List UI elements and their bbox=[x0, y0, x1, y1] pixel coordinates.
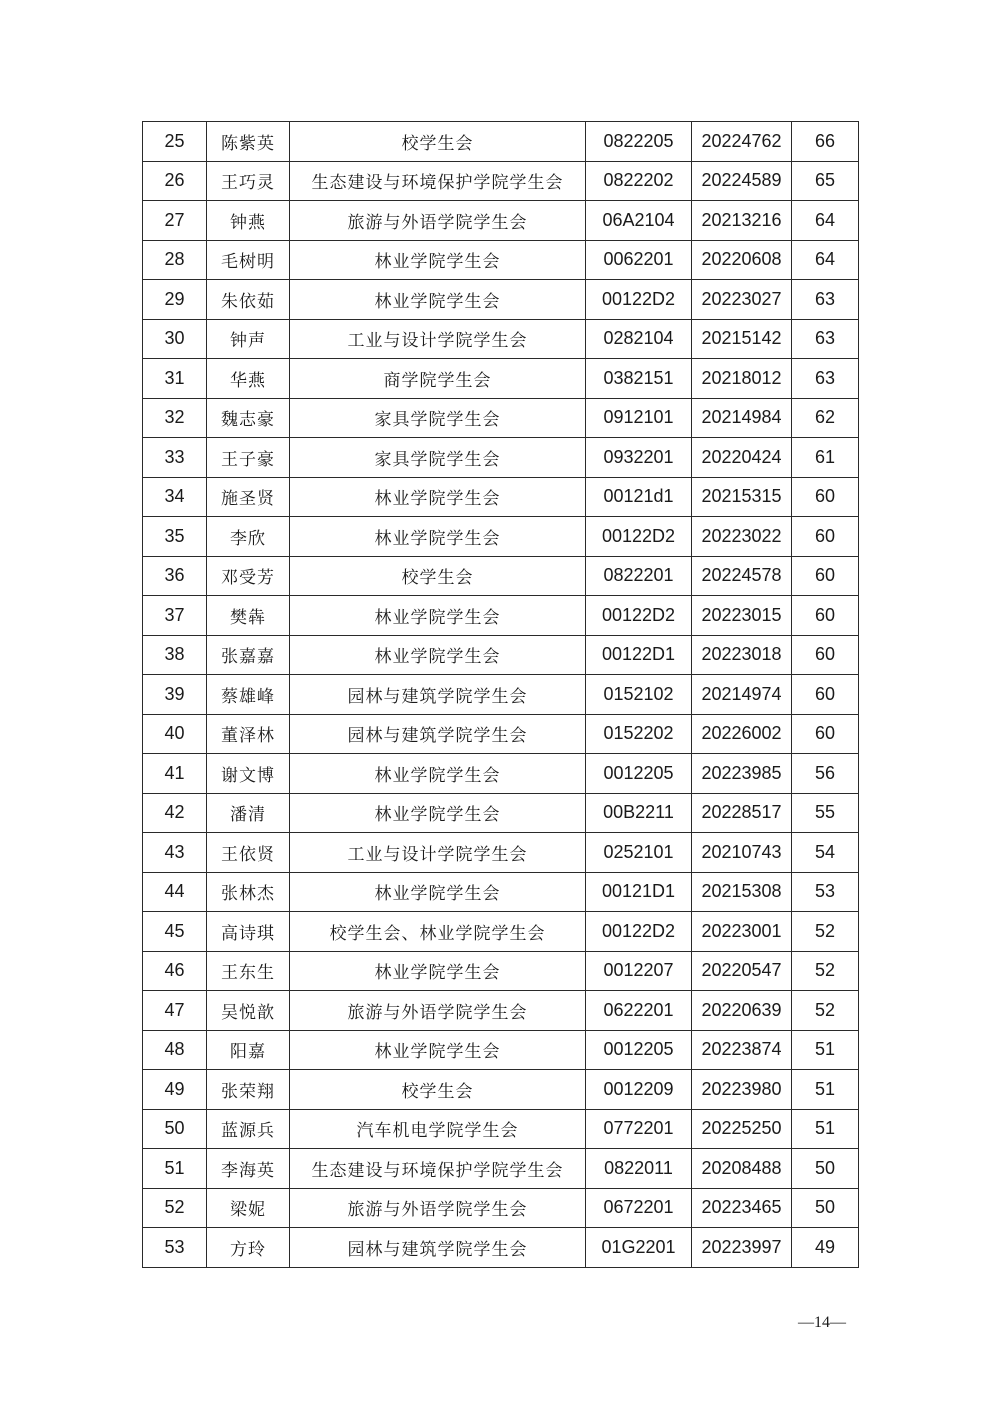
student-id-cell: 20220608 bbox=[692, 240, 792, 280]
name-cell: 邓受芳 bbox=[207, 556, 290, 596]
name-cell: 阳嘉 bbox=[207, 1030, 290, 1070]
rank-cell: 47 bbox=[143, 991, 207, 1031]
rank-cell: 51 bbox=[143, 1149, 207, 1189]
student-id-cell: 20223015 bbox=[692, 596, 792, 636]
table-row bbox=[143, 556, 859, 596]
class-code-cell: 0152102 bbox=[586, 675, 692, 715]
rank-cell: 46 bbox=[143, 951, 207, 991]
rank-cell: 33 bbox=[143, 438, 207, 478]
class-code-cell: 0252101 bbox=[586, 833, 692, 873]
name-cell: 张荣翔 bbox=[207, 1070, 290, 1110]
student-id-cell: 20226002 bbox=[692, 714, 792, 754]
rank-cell: 39 bbox=[143, 675, 207, 715]
score-cell: 62 bbox=[792, 398, 859, 438]
name-cell: 方玲 bbox=[207, 1228, 290, 1268]
name-cell: 樊犇 bbox=[207, 596, 290, 636]
rank-cell: 38 bbox=[143, 635, 207, 675]
organization-cell: 校学生会 bbox=[290, 1070, 586, 1110]
rank-cell: 41 bbox=[143, 754, 207, 794]
table-row bbox=[143, 319, 859, 359]
name-cell: 王东生 bbox=[207, 951, 290, 991]
class-code-cell: 0622201 bbox=[586, 991, 692, 1031]
table-row bbox=[143, 872, 859, 912]
score-cell: 60 bbox=[792, 596, 859, 636]
organization-cell: 校学生会 bbox=[290, 556, 586, 596]
table-row bbox=[143, 912, 859, 952]
student-id-cell: 20220424 bbox=[692, 438, 792, 478]
rank-cell: 49 bbox=[143, 1070, 207, 1110]
organization-cell: 旅游与外语学院学生会 bbox=[290, 991, 586, 1031]
rank-cell: 40 bbox=[143, 714, 207, 754]
class-code-cell: 0822201 bbox=[586, 556, 692, 596]
name-cell: 张嘉嘉 bbox=[207, 635, 290, 675]
name-cell: 张林杰 bbox=[207, 872, 290, 912]
score-cell: 53 bbox=[792, 872, 859, 912]
class-code-cell: 0282104 bbox=[586, 319, 692, 359]
class-code-cell: 00121D1 bbox=[586, 872, 692, 912]
organization-cell: 商学院学生会 bbox=[290, 359, 586, 399]
table-row bbox=[143, 833, 859, 873]
student-id-cell: 20210743 bbox=[692, 833, 792, 873]
student-id-cell: 20223027 bbox=[692, 280, 792, 320]
rank-cell: 28 bbox=[143, 240, 207, 280]
rank-cell: 48 bbox=[143, 1030, 207, 1070]
class-code-cell: 0382151 bbox=[586, 359, 692, 399]
rank-cell: 25 bbox=[143, 122, 207, 162]
name-cell: 吴悦歆 bbox=[207, 991, 290, 1031]
student-id-cell: 20215308 bbox=[692, 872, 792, 912]
class-code-cell: 0012209 bbox=[586, 1070, 692, 1110]
class-code-cell: 00122D2 bbox=[586, 280, 692, 320]
rank-cell: 32 bbox=[143, 398, 207, 438]
rank-cell: 43 bbox=[143, 833, 207, 873]
organization-cell: 林业学院学生会 bbox=[290, 280, 586, 320]
table-row bbox=[143, 1109, 859, 1149]
class-code-cell: 00122D2 bbox=[586, 596, 692, 636]
student-id-cell: 20215315 bbox=[692, 477, 792, 517]
student-id-cell: 20218012 bbox=[692, 359, 792, 399]
name-cell: 施圣贤 bbox=[207, 477, 290, 517]
organization-cell: 生态建设与环境保护学院学生会 bbox=[290, 161, 586, 201]
table-row bbox=[143, 1070, 859, 1110]
organization-cell: 林业学院学生会 bbox=[290, 635, 586, 675]
class-code-cell: 0152202 bbox=[586, 714, 692, 754]
rank-cell: 31 bbox=[143, 359, 207, 399]
score-cell: 63 bbox=[792, 319, 859, 359]
name-cell: 钟燕 bbox=[207, 201, 290, 241]
name-cell: 李海英 bbox=[207, 1149, 290, 1189]
table-row bbox=[143, 714, 859, 754]
score-cell: 52 bbox=[792, 951, 859, 991]
name-cell: 华燕 bbox=[207, 359, 290, 399]
score-cell: 65 bbox=[792, 161, 859, 201]
student-id-cell: 20224762 bbox=[692, 122, 792, 162]
organization-cell: 林业学院学生会 bbox=[290, 754, 586, 794]
class-code-cell: 0772201 bbox=[586, 1109, 692, 1149]
table-row bbox=[143, 675, 859, 715]
score-cell: 64 bbox=[792, 240, 859, 280]
organization-cell: 校学生会 bbox=[290, 122, 586, 162]
table-row bbox=[143, 240, 859, 280]
score-cell: 56 bbox=[792, 754, 859, 794]
student-id-cell: 20220639 bbox=[692, 991, 792, 1031]
student-id-cell: 20223980 bbox=[692, 1070, 792, 1110]
table-row bbox=[143, 754, 859, 794]
class-code-cell: 00B2211 bbox=[586, 793, 692, 833]
organization-cell: 家具学院学生会 bbox=[290, 398, 586, 438]
score-cell: 50 bbox=[792, 1188, 859, 1228]
student-id-cell: 20224589 bbox=[692, 161, 792, 201]
table-row bbox=[143, 596, 859, 636]
organization-cell: 家具学院学生会 bbox=[290, 438, 586, 478]
score-cell: 60 bbox=[792, 477, 859, 517]
rank-cell: 42 bbox=[143, 793, 207, 833]
score-cell: 64 bbox=[792, 201, 859, 241]
name-cell: 王巧灵 bbox=[207, 161, 290, 201]
student-id-cell: 20208488 bbox=[692, 1149, 792, 1189]
organization-cell: 园林与建筑学院学生会 bbox=[290, 1228, 586, 1268]
class-code-cell: 00122D1 bbox=[586, 635, 692, 675]
table-row bbox=[143, 635, 859, 675]
class-code-cell: 00121d1 bbox=[586, 477, 692, 517]
name-cell: 钟声 bbox=[207, 319, 290, 359]
score-cell: 60 bbox=[792, 635, 859, 675]
organization-cell: 旅游与外语学院学生会 bbox=[290, 1188, 586, 1228]
score-cell: 66 bbox=[792, 122, 859, 162]
class-code-cell: 06A2104 bbox=[586, 201, 692, 241]
score-cell: 63 bbox=[792, 359, 859, 399]
score-cell: 60 bbox=[792, 714, 859, 754]
score-cell: 61 bbox=[792, 438, 859, 478]
table-row bbox=[143, 398, 859, 438]
name-cell: 潘清 bbox=[207, 793, 290, 833]
class-code-cell: 0062201 bbox=[586, 240, 692, 280]
table-row bbox=[143, 793, 859, 833]
organization-cell: 校学生会、林业学院学生会 bbox=[290, 912, 586, 952]
table-row bbox=[143, 477, 859, 517]
ranking-table bbox=[142, 121, 859, 1268]
class-code-cell: 0012205 bbox=[586, 1030, 692, 1070]
score-cell: 50 bbox=[792, 1149, 859, 1189]
class-code-cell: 0672201 bbox=[586, 1188, 692, 1228]
table-row bbox=[143, 359, 859, 399]
rank-cell: 26 bbox=[143, 161, 207, 201]
student-id-cell: 20213216 bbox=[692, 201, 792, 241]
table-row bbox=[143, 201, 859, 241]
name-cell: 高诗琪 bbox=[207, 912, 290, 952]
name-cell: 陈紫英 bbox=[207, 122, 290, 162]
student-id-cell: 20223874 bbox=[692, 1030, 792, 1070]
student-id-cell: 20225250 bbox=[692, 1109, 792, 1149]
rank-cell: 30 bbox=[143, 319, 207, 359]
organization-cell: 生态建设与环境保护学院学生会 bbox=[290, 1149, 586, 1189]
student-id-cell: 20215142 bbox=[692, 319, 792, 359]
name-cell: 毛树明 bbox=[207, 240, 290, 280]
rank-cell: 27 bbox=[143, 201, 207, 241]
rank-cell: 37 bbox=[143, 596, 207, 636]
table-row bbox=[143, 438, 859, 478]
rank-cell: 53 bbox=[143, 1228, 207, 1268]
name-cell: 蔡雄峰 bbox=[207, 675, 290, 715]
score-cell: 63 bbox=[792, 280, 859, 320]
table-row bbox=[143, 161, 859, 201]
rank-cell: 35 bbox=[143, 517, 207, 557]
score-cell: 60 bbox=[792, 675, 859, 715]
student-id-cell: 20224578 bbox=[692, 556, 792, 596]
rank-cell: 44 bbox=[143, 872, 207, 912]
organization-cell: 林业学院学生会 bbox=[290, 951, 586, 991]
page-number: —14— bbox=[798, 1314, 846, 1331]
student-id-cell: 20223022 bbox=[692, 517, 792, 557]
table-row bbox=[143, 517, 859, 557]
rank-cell: 52 bbox=[143, 1188, 207, 1228]
organization-cell: 林业学院学生会 bbox=[290, 517, 586, 557]
organization-cell: 工业与设计学院学生会 bbox=[290, 319, 586, 359]
score-cell: 49 bbox=[792, 1228, 859, 1268]
organization-cell: 汽车机电学院学生会 bbox=[290, 1109, 586, 1149]
class-code-cell: 0822205 bbox=[586, 122, 692, 162]
name-cell: 梁妮 bbox=[207, 1188, 290, 1228]
score-cell: 60 bbox=[792, 517, 859, 557]
rank-cell: 29 bbox=[143, 280, 207, 320]
class-code-cell: 0822011 bbox=[586, 1149, 692, 1189]
class-code-cell: 0822202 bbox=[586, 161, 692, 201]
student-id-cell: 20223985 bbox=[692, 754, 792, 794]
organization-cell: 旅游与外语学院学生会 bbox=[290, 201, 586, 241]
class-code-cell: 0932201 bbox=[586, 438, 692, 478]
score-cell: 55 bbox=[792, 793, 859, 833]
score-cell: 54 bbox=[792, 833, 859, 873]
score-cell: 51 bbox=[792, 1109, 859, 1149]
ranking-table-body bbox=[143, 122, 859, 1268]
table-row bbox=[143, 280, 859, 320]
class-code-cell: 00122D2 bbox=[586, 912, 692, 952]
class-code-cell: 0012205 bbox=[586, 754, 692, 794]
rank-cell: 45 bbox=[143, 912, 207, 952]
student-id-cell: 20228517 bbox=[692, 793, 792, 833]
score-cell: 51 bbox=[792, 1070, 859, 1110]
score-cell: 51 bbox=[792, 1030, 859, 1070]
student-id-cell: 20214974 bbox=[692, 675, 792, 715]
rank-cell: 36 bbox=[143, 556, 207, 596]
table-row bbox=[143, 1149, 859, 1189]
name-cell: 谢文博 bbox=[207, 754, 290, 794]
class-code-cell: 0012207 bbox=[586, 951, 692, 991]
class-code-cell: 00122D2 bbox=[586, 517, 692, 557]
name-cell: 王依贤 bbox=[207, 833, 290, 873]
score-cell: 52 bbox=[792, 912, 859, 952]
rank-cell: 34 bbox=[143, 477, 207, 517]
name-cell: 王子豪 bbox=[207, 438, 290, 478]
organization-cell: 园林与建筑学院学生会 bbox=[290, 675, 586, 715]
table-row bbox=[143, 1030, 859, 1070]
organization-cell: 工业与设计学院学生会 bbox=[290, 833, 586, 873]
class-code-cell: 0912101 bbox=[586, 398, 692, 438]
student-id-cell: 20223018 bbox=[692, 635, 792, 675]
organization-cell: 林业学院学生会 bbox=[290, 1030, 586, 1070]
name-cell: 魏志豪 bbox=[207, 398, 290, 438]
table-row bbox=[143, 951, 859, 991]
name-cell: 朱依茹 bbox=[207, 280, 290, 320]
class-code-cell: 01G2201 bbox=[586, 1228, 692, 1268]
student-id-cell: 20220547 bbox=[692, 951, 792, 991]
organization-cell: 林业学院学生会 bbox=[290, 793, 586, 833]
student-id-cell: 20223001 bbox=[692, 912, 792, 952]
name-cell: 蓝源兵 bbox=[207, 1109, 290, 1149]
organization-cell: 林业学院学生会 bbox=[290, 240, 586, 280]
student-id-cell: 20223465 bbox=[692, 1188, 792, 1228]
score-cell: 60 bbox=[792, 556, 859, 596]
organization-cell: 林业学院学生会 bbox=[290, 596, 586, 636]
table-row bbox=[143, 122, 859, 162]
organization-cell: 园林与建筑学院学生会 bbox=[290, 714, 586, 754]
score-cell: 52 bbox=[792, 991, 859, 1031]
organization-cell: 林业学院学生会 bbox=[290, 872, 586, 912]
name-cell: 董泽林 bbox=[207, 714, 290, 754]
table-row bbox=[143, 991, 859, 1031]
name-cell: 李欣 bbox=[207, 517, 290, 557]
organization-cell: 林业学院学生会 bbox=[290, 477, 586, 517]
table-row bbox=[143, 1188, 859, 1228]
student-id-cell: 20214984 bbox=[692, 398, 792, 438]
student-id-cell: 20223997 bbox=[692, 1228, 792, 1268]
rank-cell: 50 bbox=[143, 1109, 207, 1149]
table-row bbox=[143, 1228, 859, 1268]
